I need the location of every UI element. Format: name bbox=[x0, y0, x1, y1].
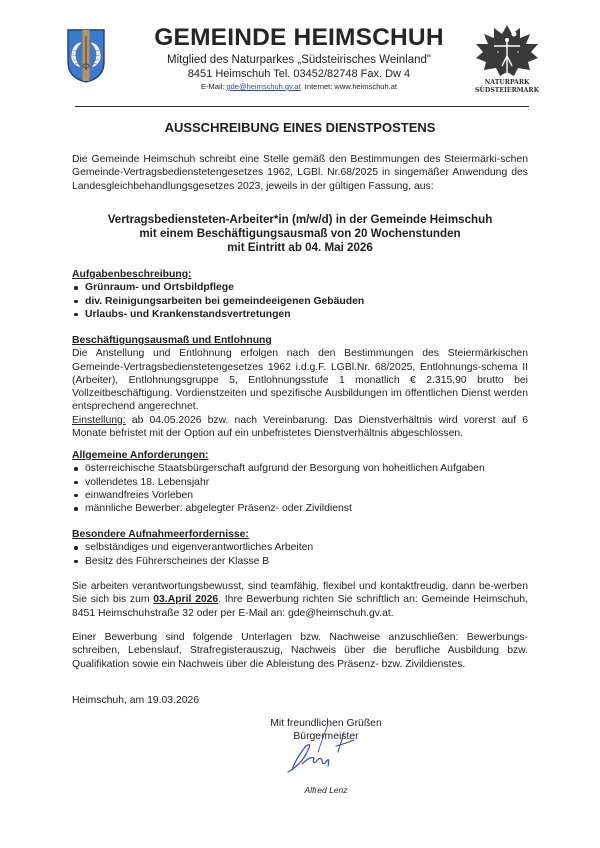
task-item: Grünraum- und Ortsbildpflege bbox=[72, 281, 528, 294]
naturpark-logo-line1: NATURPARK bbox=[484, 79, 530, 86]
intro-paragraph bbox=[72, 153, 528, 193]
place-date-text: Heimschuh, am 19.03.2026 bbox=[72, 695, 200, 706]
start-text: ab 04.05.2026 bzw. nach Vereinbarung. Das Dienstverhältnis wird vorerst auf 6 Monate befristet mit der Option auf ein unbefristetes Dienstverhältnis abgeschlossen. bbox=[72, 414, 528, 440]
application-text-after: . Ihre Bewerbung richten Sie schriftlich an: Gemeinde Heimschuh, 8451 Heimschuhstraße 32 oder per E-Mail an: gde@heimschuh.gv.at. bbox=[72, 594, 528, 619]
closing-greeting: Mit freundlichen Grüßen bbox=[270, 718, 382, 729]
requirement-item: vollendetes 18. Lebensjahr bbox=[72, 476, 528, 489]
employment-start bbox=[72, 414, 528, 441]
application-paragraph bbox=[72, 580, 528, 620]
website-text: www.heimschuh.at bbox=[334, 82, 397, 91]
naturpark-membership: Mitglied des Naturparkes „Südsteirisches Weinland" bbox=[166, 54, 432, 66]
coat-of-arms-icon bbox=[66, 28, 106, 84]
task-item: div. Reinigungsarbeiten bei gemeindeeigenen Gebäuden bbox=[72, 295, 528, 308]
application-text-before: Sie arbeiten verantwortungsbewusst, sind teamfähig, flexibel und kontaktfreudig, dann be-werben Sie sich bis zum bbox=[72, 581, 528, 606]
document-title: AUSSCHREIBUNG EINES DIENSTPOSTENS bbox=[164, 120, 436, 135]
general-requirements-section bbox=[72, 449, 528, 515]
requirement-item: einwandfreies Vorleben bbox=[72, 489, 528, 502]
general-requirements-heading: Allgemeine Anforderungen: bbox=[72, 450, 209, 461]
general-requirements-list bbox=[72, 462, 528, 515]
employment-heading: Beschäftigungsausmaß und Entlohnung bbox=[72, 335, 272, 346]
requirement-item: männliche Bewerber: abgelegter Präsenz- oder Zivildienst bbox=[72, 502, 528, 515]
tasks-section bbox=[72, 268, 528, 321]
application-text bbox=[72, 580, 528, 620]
requirement-item: Besitz des Führerscheines der Klasse B bbox=[72, 555, 528, 568]
email-link[interactable]: gde@heimschuh.gv.at bbox=[226, 82, 301, 91]
required-documents-text: Einer Bewerbung sind folgende Unterlagen bzw. Nachweise anzuschließen: Bewerbungs-schreiben, Lebenslauf, Strafregisterauszug, Nachweis über die berufliche Ausbildung bzw. Qualifikation sowie ein Nachweis über die Ableistung des Präsenz- bzw. Zivildienstes. bbox=[72, 632, 528, 670]
application-deadline: 03.April 2026 bbox=[153, 594, 219, 606]
special-requirements-section bbox=[72, 528, 528, 568]
place-date bbox=[72, 694, 528, 707]
employment-section bbox=[72, 334, 528, 440]
naturpark-leaf-logo-icon bbox=[468, 22, 546, 96]
requirement-item: österreichische Staatsbürgerschaft aufgrund der Besorgung von hoheitlichen Aufgaben bbox=[72, 462, 528, 475]
task-item: Urlaubs- und Krankenstandsvertretungen bbox=[72, 308, 528, 321]
internet-label: Internet: bbox=[300, 82, 335, 91]
email-label: E-Mail: bbox=[201, 82, 227, 91]
requirement-item: selbständiges und eigenverantwortliches Arbeiten bbox=[72, 541, 528, 554]
position-title-line3: mit Eintritt ab 04. Mai 2026 bbox=[227, 241, 373, 254]
position-title-line1: Vertragsbediensteten-Arbeiter*in (m/w/d) in der Gemeinde Heimschuh bbox=[107, 213, 493, 226]
start-label: Einstellung: bbox=[72, 414, 126, 426]
header-divider bbox=[75, 106, 529, 107]
closing-role: Bürgermeister bbox=[293, 731, 359, 742]
tasks-heading: Aufgabenbeschreibung: bbox=[72, 269, 192, 280]
contact-address: 8451 Heimschuh Tel. 03452/82748 Fax. Dw 4 bbox=[187, 68, 411, 80]
handwritten-signature-icon bbox=[272, 722, 362, 778]
special-requirements-heading: Besondere Aufnahmeerfordernisse: bbox=[72, 529, 249, 540]
tasks-list bbox=[72, 281, 528, 321]
employment-text: Die Anstellung und Entlohnung erfolgen nach den Bestimmungen des Steiermärkischen Gemeinde-Vertragsbedienstetengesetzes 1962 i.d.g.F. LGBl.Nr. 68/2025, Entlohnungs-schema II (Arbeiter), Entlohnungsgruppe 5, Entlohnungsstufe 1 monatlich € 2.315,90 brutto bei Vollzeitbeschäftigung. Vordienstzeiten und spezifische Ausbildungen im öffentlichen Dienst werden entsprechend angerechnet. bbox=[72, 348, 528, 413]
position-title-line2: mit einem Beschäftigungsausmaß von 20 Wochenstunden bbox=[139, 227, 461, 240]
special-requirements-list bbox=[72, 541, 528, 568]
contact-online bbox=[118, 82, 480, 92]
intro-text: Die Gemeinde Heimschuh schreibt eine Stelle gemäß den Bestimmungen des Steiermärki-schen Gemeinde-Vertragsbedienstetengesetzes 1962, LGBl. Nr.68/2025 in singemäßer Anwendung des Landesgleichbehandlungsgesetzes 2023, jeweils in der gültigen Fassung, aus: bbox=[72, 154, 528, 192]
municipality-name: GEMEINDE HEIMSCHUH bbox=[154, 24, 444, 51]
naturpark-logo-line2: SÜDSTEIERMARK bbox=[475, 87, 539, 94]
required-documents-paragraph bbox=[72, 631, 528, 671]
signer-name: Alfred Lenz bbox=[304, 785, 348, 795]
